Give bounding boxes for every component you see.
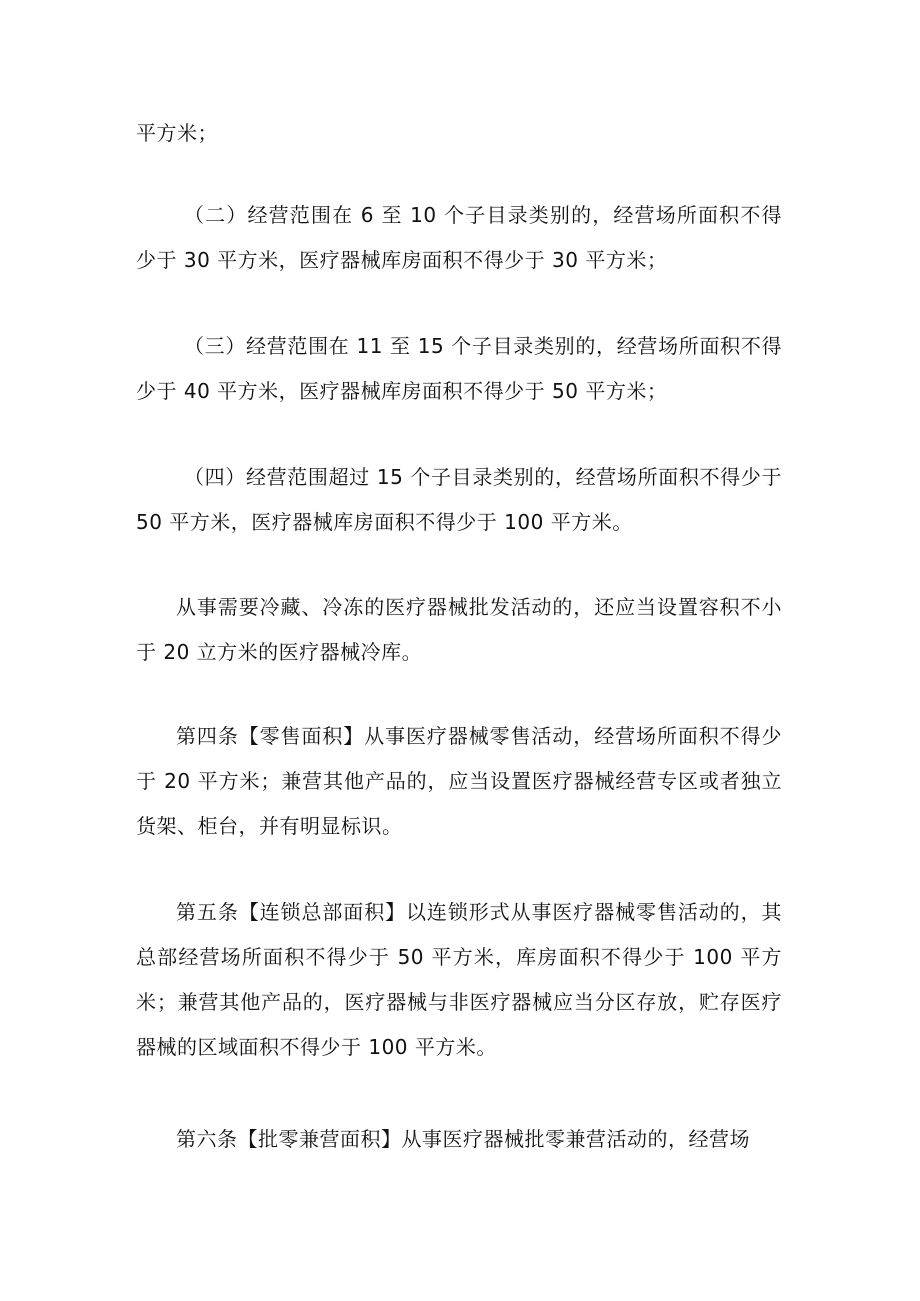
paragraph-article-4: 第四条【零售面积】从事医疗器械零售活动，经营场所面积不得少于 20 平方米；兼营其他产品的，应当设置医疗器械经营专区或者独立货架、柜台，并有明显标识。 (136, 724, 782, 838)
paragraph-continuation: 平方米； (136, 121, 218, 145)
paragraph-item-4: （四）经营范围超过 15 个子目录类别的，经营场所面积不得少于 50 平方米，医疗器械库房面积不得少于 100 平方米。 (136, 465, 782, 534)
paragraph-article-6: 第六条【批零兼营面积】从事医疗器械批零兼营活动的，经营场 (176, 1127, 750, 1151)
paragraph-cold-storage: 从事需要冷藏、冷冻的医疗器械批发活动的，还应当设置容积不小于 20 立方米的医疗器械冷库。 (136, 595, 782, 664)
paragraph-item-2: （二）经营范围在 6 至 10 个子目录类别的，经营场所面积不得少于 30 平方米，医疗器械库房面积不得少于 30 平方米； (136, 203, 782, 272)
paragraph-item-3: （三）经营范围在 11 至 15 个子目录类别的，经营场所面积不得少于 40 平方米，医疗器械库房面积不得少于 50 平方米； (136, 334, 782, 403)
paragraph-article-5: 第五条【连锁总部面积】以连锁形式从事医疗器械零售活动的，其总部经营场所面积不得少于 50 平方米，库房面积不得少于 100 平方米；兼营其他产品的，医疗器械与非医疗器械应当分区存放，贮存医疗器械的区域面积不得少于 100 平方米。 (136, 900, 782, 1059)
